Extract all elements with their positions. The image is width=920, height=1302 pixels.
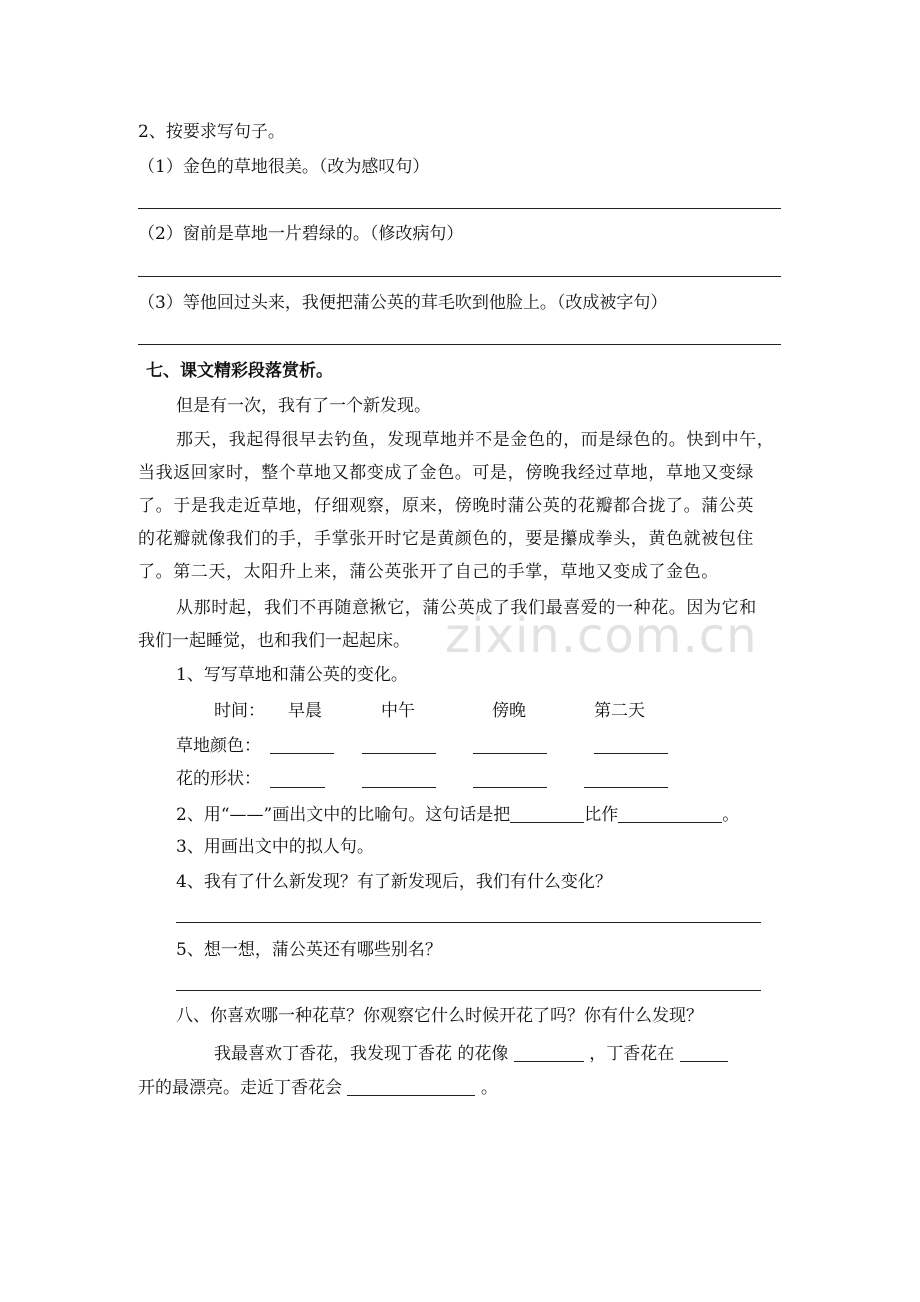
answer-line-2-1[interactable] [138, 208, 781, 209]
section2-question-2: （2）窗前是草地一片碧绿的。（修改病句） [138, 224, 464, 244]
answer-line-7-4[interactable] [176, 922, 761, 923]
flower-shape-next-day-blank[interactable] [584, 787, 668, 788]
passage-paragraph-1: 但是有一次，我有了一个新发现。 [176, 396, 431, 416]
grass-color-morning-blank[interactable] [270, 753, 334, 754]
flower-shape-evening-blank[interactable] [473, 787, 547, 788]
section7-question-5: 5、想一想，蒲公英还有哪些别名？ [176, 940, 442, 960]
section2-question-1: （1）金色的草地很美。（改为感叹句） [138, 157, 430, 177]
time-morning: 早晨 [288, 701, 322, 721]
section8-heading: 八、你喜欢哪一种花草？你观察它什么时候开花了吗？你有什么发现？ [176, 1006, 703, 1026]
metaphor-subject-blank[interactable] [510, 806, 584, 823]
section8-line-2-text-a: 开的最漂亮。走近丁香花会 [138, 1078, 342, 1098]
metaphor-object-blank[interactable] [618, 806, 722, 823]
grass-color-next-day-blank[interactable] [594, 753, 668, 754]
flower-like-blank[interactable] [514, 1045, 584, 1062]
time-evening: 傍晚 [492, 701, 526, 721]
section7-question-2 [176, 806, 739, 824]
time-label: 时间： [214, 701, 265, 721]
passage-paragraph-2-line: 了。于是我走近草地，仔细观察，原来，傍晚时蒲公英的花瓣都合拢了。蒲公英 [138, 496, 754, 516]
grass-color-noon-blank[interactable] [362, 753, 436, 754]
question-2-text-b: 比作 [584, 805, 619, 825]
section8-line-1 [214, 1045, 728, 1063]
time-noon: 中午 [381, 701, 415, 721]
approach-feeling-blank[interactable] [347, 1079, 475, 1096]
answer-line-2-2[interactable] [138, 276, 781, 277]
passage-paragraph-3-line: 我们一起睡觉，也和我们一起起床。 [138, 631, 410, 651]
grass-color-evening-blank[interactable] [473, 753, 547, 754]
grass-color-label: 草地颜色： [176, 736, 261, 756]
question-2-end: 。 [722, 805, 740, 825]
section8-line-2-end: 。 [480, 1078, 498, 1098]
section7-heading: 七、课文精彩段落赏析。 [146, 361, 333, 381]
section8-line-1-text-b: ，丁香花在 [589, 1044, 675, 1064]
passage-paragraph-3-line: 从那时起，我们不再随意揪它，蒲公英成了我们最喜爱的一种花。因为它和 [176, 598, 757, 618]
passage-paragraph-2-line: 那天，我起得很早去钓鱼，发现草地并不是金色的，而是绿色的。快到中午， [176, 430, 775, 450]
answer-line-2-3[interactable] [138, 344, 781, 345]
watermark: zixin.com.cn [445, 608, 758, 664]
section8-line-1-text-a: 我最喜欢丁香花，我发现丁香花 的花像 [214, 1044, 509, 1064]
section7-question-3: 3、用画出文中的拟人句。 [176, 837, 374, 857]
section2-question-3: （3）等他回过头来，我便把蒲公英的茸毛吹到他脸上。（改成被字句） [138, 293, 668, 313]
passage-paragraph-2-line: 了。第二天，太阳升上来，蒲公英张开了自己的手掌，草地又变成了金色。 [138, 562, 719, 582]
passage-paragraph-2-line: 的花瓣就像我们的手，手掌张开时它是黄颜色的，要是攥成拳头，黄色就被包住 [138, 529, 754, 549]
flower-shape-morning-blank[interactable] [270, 787, 325, 788]
section7-question-1: 1、写写草地和蒲公英的变化。 [176, 665, 408, 685]
answer-line-7-5[interactable] [176, 990, 761, 991]
section7-question-4: 4、我有了什么新发现？有了新发现后，我们有什么变化？ [176, 872, 612, 892]
flower-shape-noon-blank[interactable] [362, 787, 436, 788]
time-next-day: 第二天 [594, 701, 645, 721]
section8-line-2 [138, 1079, 498, 1097]
section2-heading: 2、按要求写句子。 [138, 122, 285, 142]
passage-paragraph-2-line: 当我返回家时，整个草地又都变成了金色。可是，傍晚我经过草地，草地又变绿 [138, 463, 754, 483]
flower-shape-label: 花的形状： [176, 769, 261, 789]
question-2-text-a: 2、用“——”画出文中的比喻句。这句话是把 [176, 805, 511, 825]
bloom-time-blank[interactable] [680, 1045, 728, 1062]
